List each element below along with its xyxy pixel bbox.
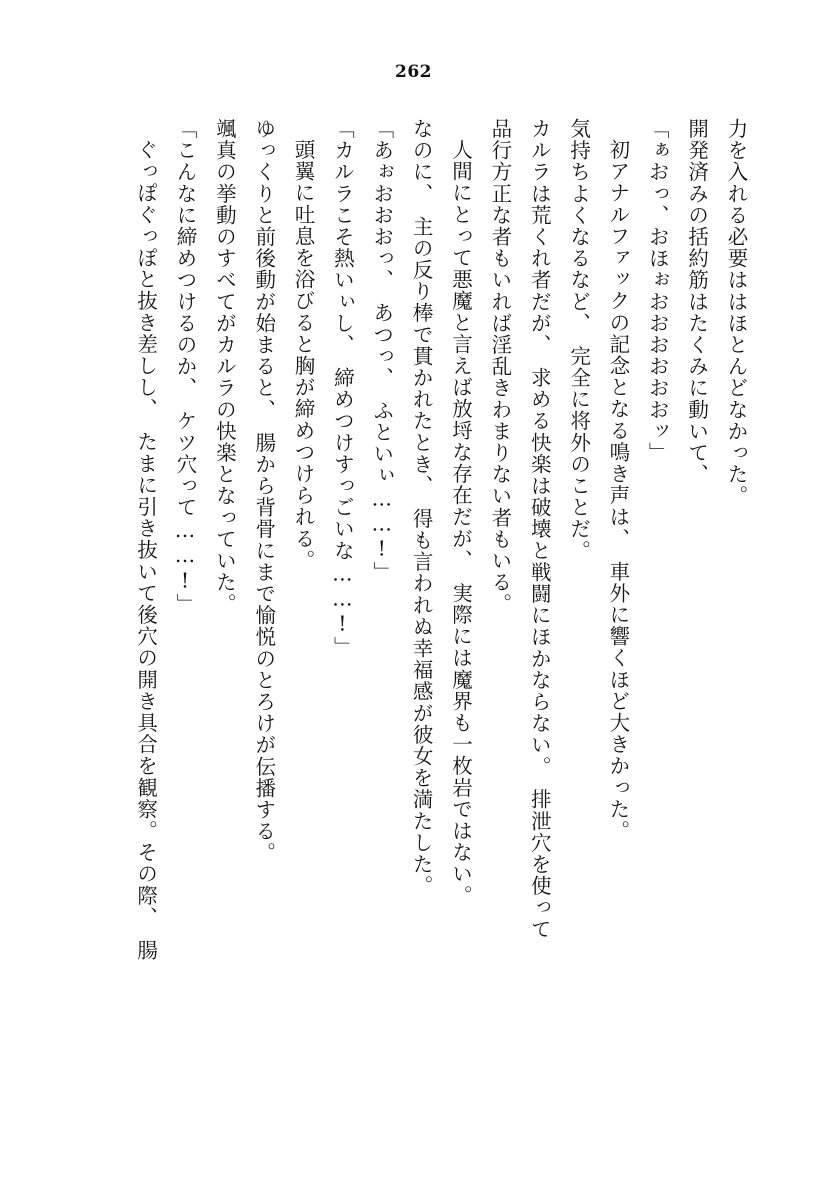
page-number: 262 (395, 62, 432, 82)
page-body (72, 118, 755, 1068)
paragraph: 力を入れる必要ははほとんどなかった。 (724, 118, 748, 507)
paragraph: カルラは荒くれ者だが、 求める快楽は破壊と戦闘にほかならない。 排泄穴を使って (527, 118, 552, 940)
paragraph: なのに、 主の反り棒で貫かれたとき、 得も言われぬ幸福感が彼女を満たした。 (409, 118, 434, 897)
paragraph: 「ぁおっ、おほぉおおおおおおッ」 (645, 118, 670, 464)
paragraph: 開発済みの括約筋はたくみに動いて、 (684, 118, 709, 486)
paragraph: 「あぉおおおっ、 あつっ、 ふといぃ……!」 (369, 118, 394, 584)
vertical-text-block (72, 118, 755, 1068)
paragraph: 頭翼に吐息を浴びると胸が締めつけられる。 (291, 138, 316, 571)
paragraph: 気持ちよくなるなど、 完全に将外のことだ。 (566, 118, 591, 562)
paragraph: 初アナルファックの記念となる鳴き声は、 車外に響くほど大きかった。 (605, 138, 630, 842)
paragraph: 人間にとって悪魔と言えば放埒な存在だが、 実際には魔界も一枚岩ではない。 (448, 138, 473, 906)
paragraph: 「カルラこそ熱いぃし、 締めつけすっごいな……!」 (330, 118, 355, 659)
paragraph: ぐっぽぐっぽと抜き差しし、 たまに引き抜いて後穴の開き具合を観察。その際、 腸 (133, 138, 158, 961)
paragraph: 「こんなに締めつけるのか、 ケツ穴って……!」 (172, 118, 197, 616)
paragraph: ゆっくりと前後動が始まると、 腸から背骨にまで愉悦のとろけが伝播する。 (251, 118, 276, 864)
paragraph: 颯真の挙動のすべてがカルラの快楽となっていた。 (212, 118, 237, 615)
paragraph: 品行方正な者もいれば淫乱きわまりない者もいる。 (487, 118, 512, 615)
